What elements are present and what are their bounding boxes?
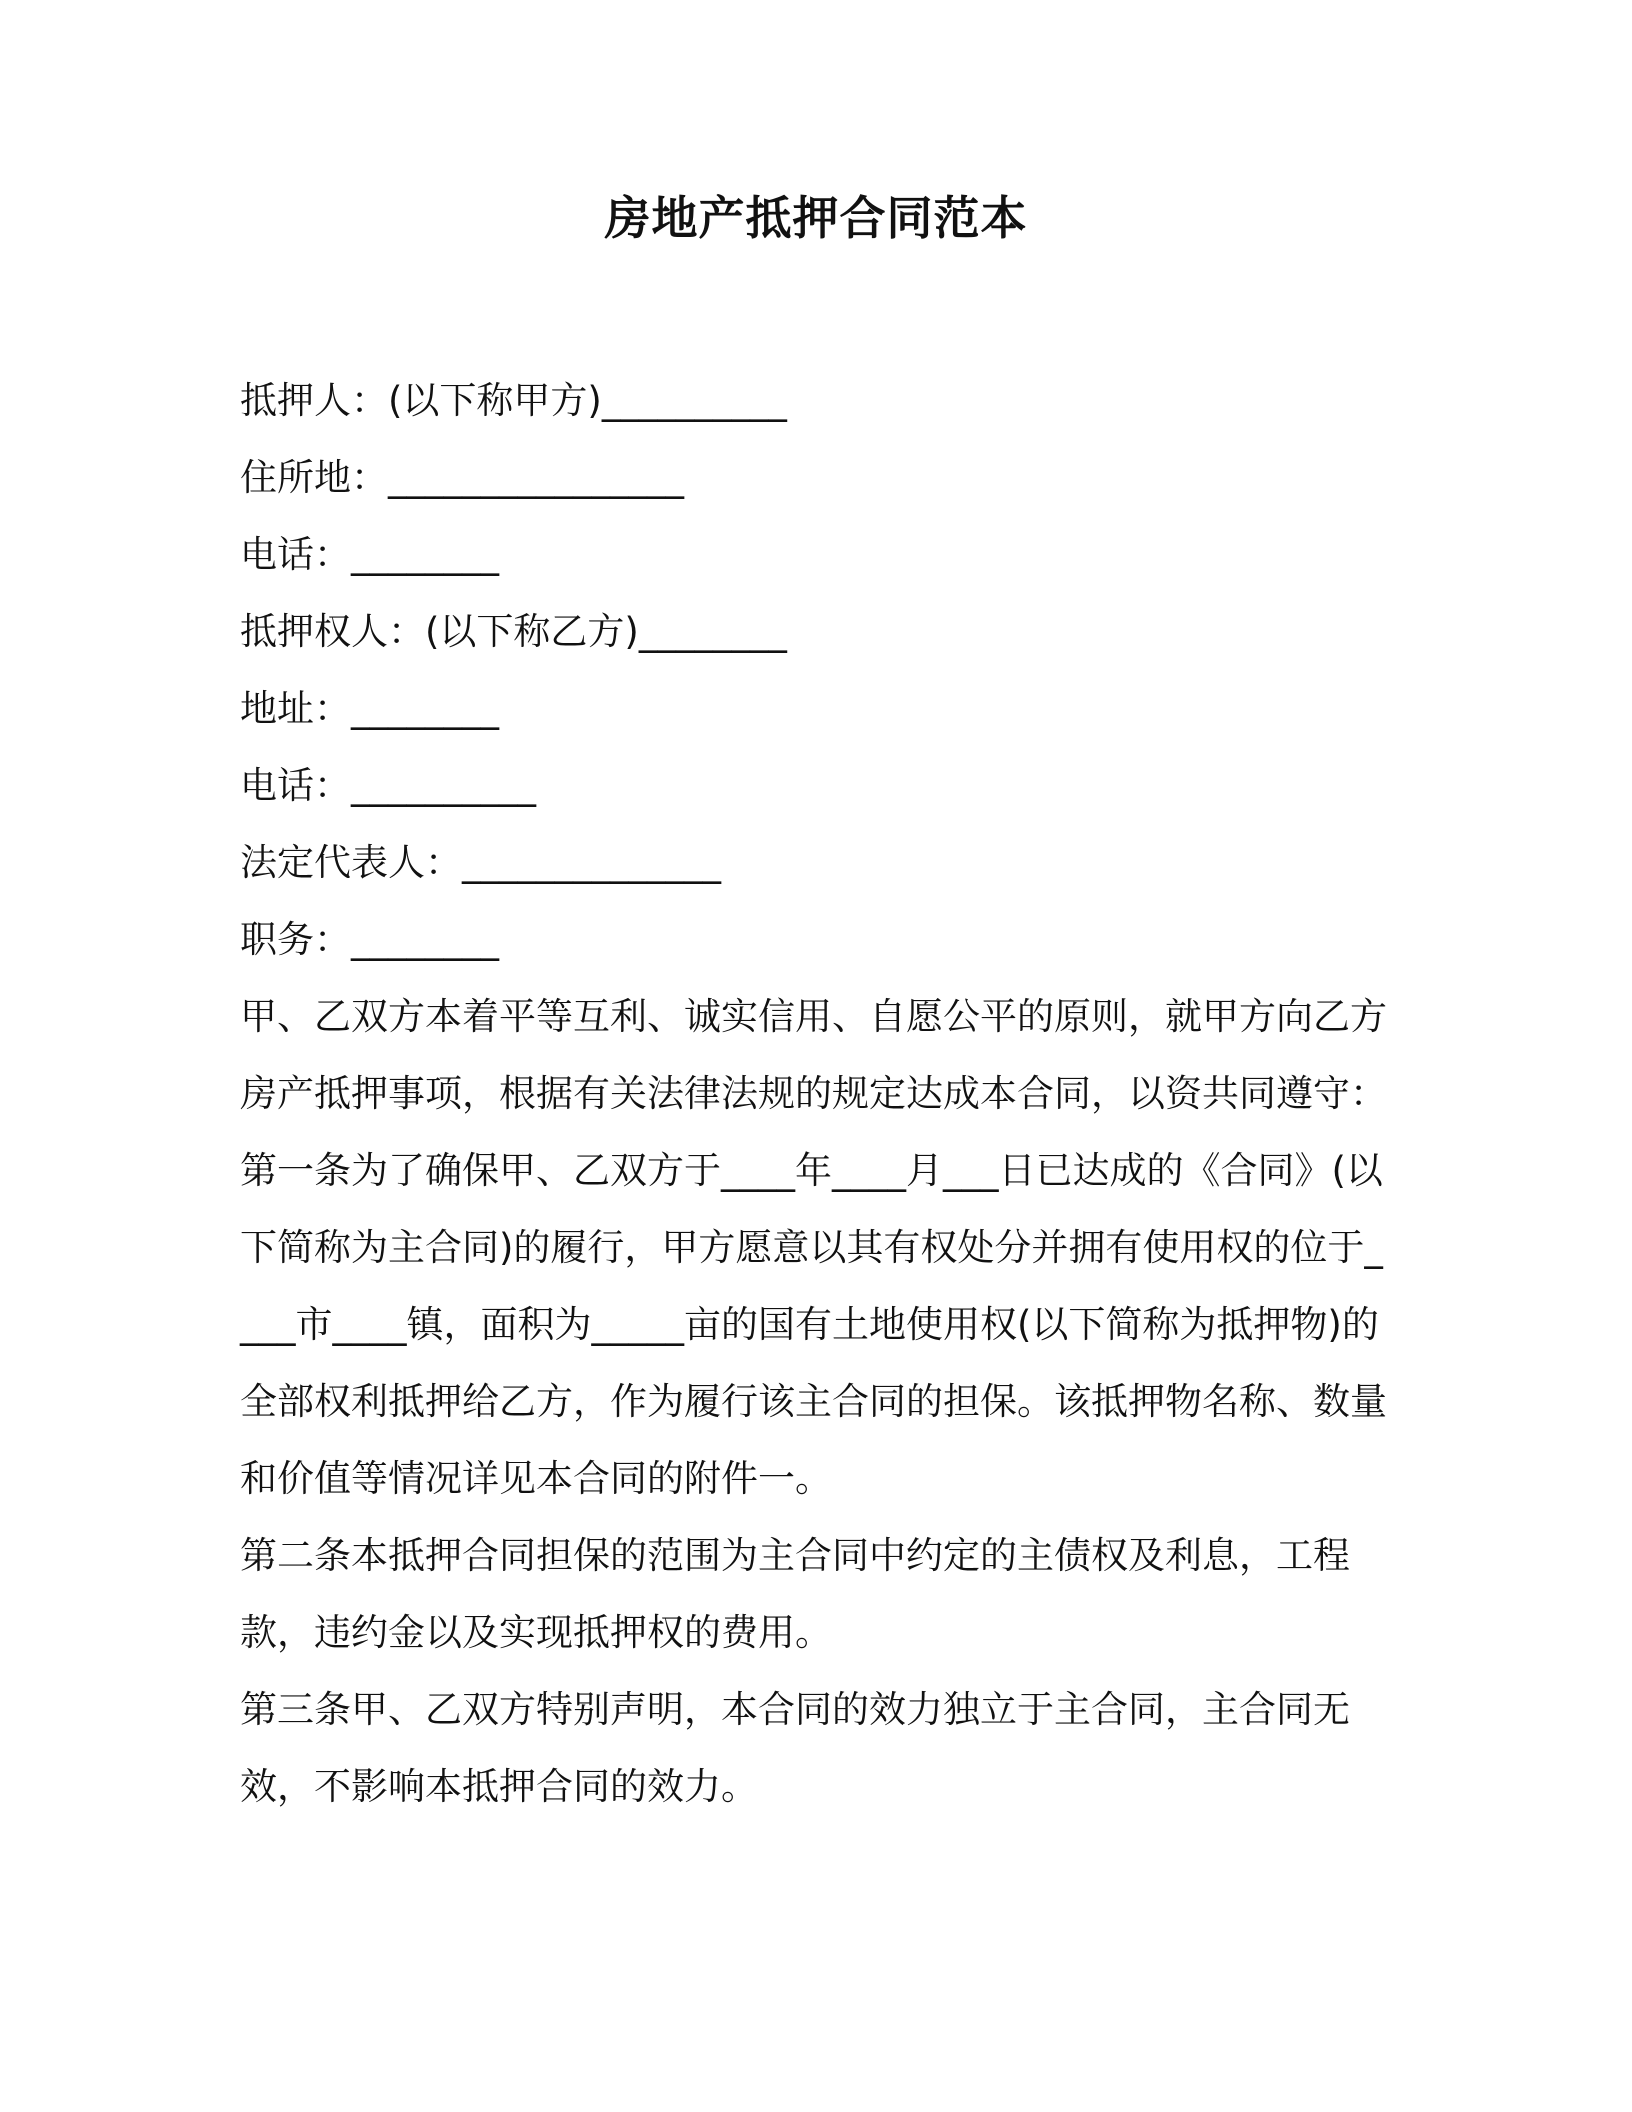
field-mortgagor: 抵押人：(以下称甲方)__________ bbox=[240, 379, 787, 422]
paragraph-preamble: 甲、乙双方本着平等互利、诚实信用、自愿公平的原则，就甲方向乙方房产抵押事项，根据有关法律法规的规定达成本合同，以资共同遵守： bbox=[240, 995, 1387, 1115]
document-body bbox=[240, 362, 1400, 1825]
field-mortgagee-phone: 电话：__________ bbox=[240, 764, 536, 807]
document-title: 房地产抵押合同范本 bbox=[604, 191, 1028, 245]
field-position: 职务：________ bbox=[240, 918, 499, 961]
paragraph-article-3: 第三条甲、乙双方特别声明，本合同的效力独立于主合同，主合同无效，不影响本抵押合同的效力。 bbox=[240, 1688, 1350, 1808]
field-mortgagor-residence: 住所地：________________ bbox=[240, 456, 684, 499]
field-mortgagor-phone: 电话：________ bbox=[240, 533, 499, 576]
paragraph-article-2: 第二条本抵押合同担保的范围为主合同中约定的主债权及利息，工程款，违约金以及实现抵押权的费用。 bbox=[240, 1534, 1350, 1654]
field-mortgagee: 抵押权人：(以下称乙方)________ bbox=[240, 610, 787, 653]
field-legal-representative: 法定代表人：______________ bbox=[240, 841, 721, 884]
field-mortgagee-address: 地址：________ bbox=[240, 687, 499, 730]
paragraph-article-1: 第一条为了确保甲、乙双方于____年____月___日已达成的《合同》(以下简称为主合同)的履行，甲方愿意以其有权处分并拥有使用权的位于____市____镇，面积为_____亩的国有土地使用权(以下简称为抵押物)的全部权利抵押给乙方，作为履行该主合同的担保。该抵押物名称、数量和价值等情况详见本合同的附件一。 bbox=[240, 1149, 1387, 1500]
